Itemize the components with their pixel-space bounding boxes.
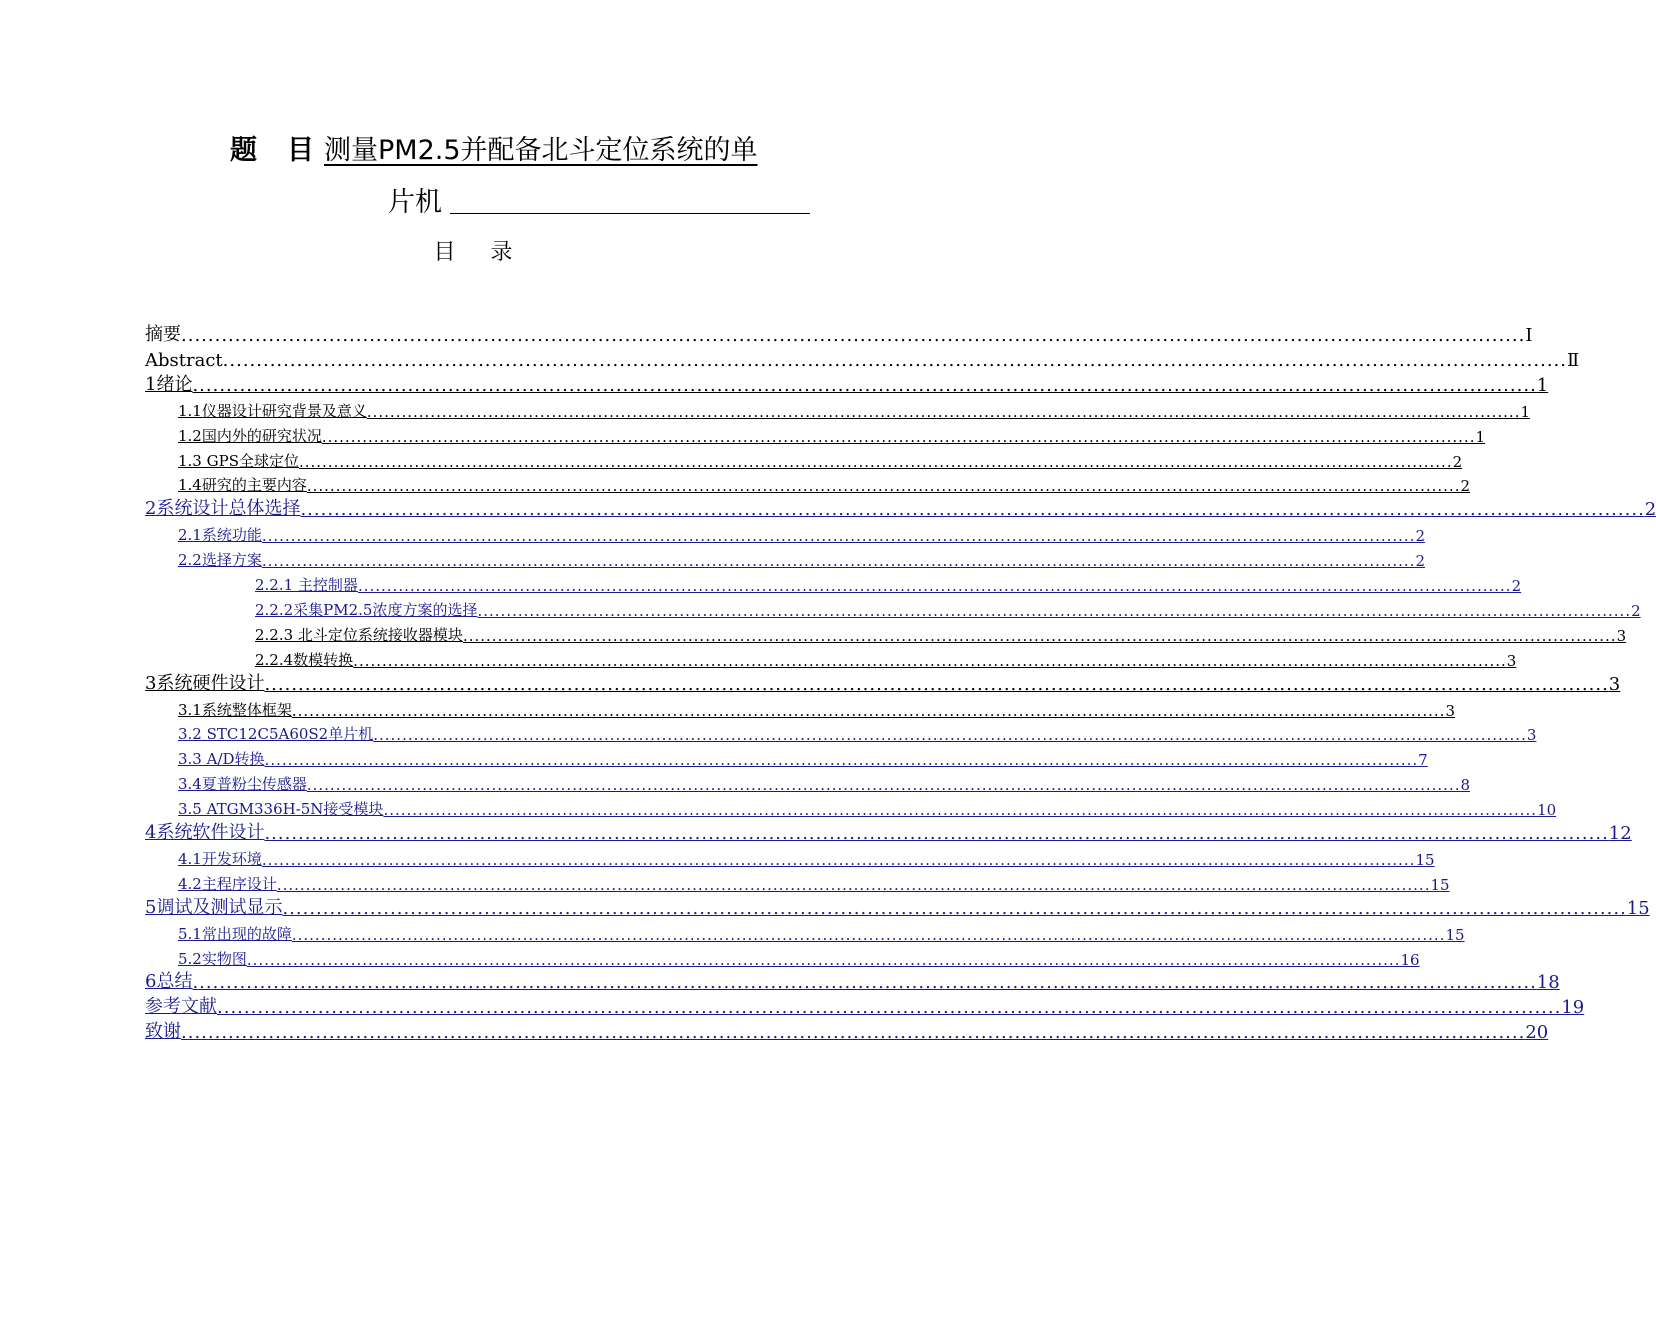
toc-entry-label: 6总结	[145, 971, 193, 993]
toc-entry-label: 2系统设计总体选择	[145, 498, 301, 520]
toc-entry-label: 2.2选择方案	[178, 551, 262, 570]
thesis-title-line-1	[230, 128, 810, 168]
toc-entry-label: 1.4研究的主要内容	[178, 476, 307, 495]
toc-entry-page-number: 8	[1460, 776, 1471, 795]
toc-entry[interactable]	[178, 870, 1450, 894]
toc-entry-label: Abstract	[145, 349, 223, 371]
toc-entry-label: 4系统软件设计	[145, 822, 265, 843]
toc-entry-label: 2.2.2采集PM2.5浓度方案的选择	[255, 600, 478, 619]
thesis-title-line-2	[388, 180, 810, 220]
toc-entry-label: 3.5 ATGM336H-5N接受模块	[178, 800, 384, 819]
toc-entry-label: 摘要	[145, 324, 181, 345]
toc-leader-dots: ........................................................................................................................................................................................................	[357, 577, 1512, 595]
toc-leader-dots: ........................................................................................................................................................................................................	[181, 325, 1526, 346]
toc-entry[interactable]	[145, 994, 1585, 1019]
toc-entry[interactable]	[145, 895, 1650, 919]
toc-leader-dots: ........................................................................................................................................................................................................	[264, 673, 1609, 695]
toc-entry-page-number: 18	[1536, 972, 1560, 994]
toc-leader-dots: ........................................................................................................................................................................................................	[192, 972, 1537, 994]
toc-heading: 目 录	[433, 240, 527, 265]
toc-entry-page-number: 2	[1415, 527, 1426, 546]
toc-entry[interactable]	[178, 945, 1420, 969]
toc-entry-label: 1.3 GPS全球定位	[178, 451, 299, 470]
toc-leader-dots: ........................................................................................................................................................................................................	[181, 1022, 1526, 1044]
toc-entry-page-number: 15	[1445, 925, 1465, 944]
thesis-title-text-1: 测量PM2.5并配备北斗定位系统的单	[324, 135, 758, 166]
toc-entry-label: 4.2主程序设计	[178, 874, 277, 893]
toc-entry-page-number: 3	[1445, 701, 1456, 720]
toc-entry[interactable]	[145, 322, 1533, 346]
thesis-title-text-2: 片机	[388, 187, 442, 218]
title-label-part-2: 目	[287, 135, 314, 166]
toc-leader-dots: ........................................................................................................................................................................................................	[373, 726, 1527, 745]
toc-entry-page-number: 2	[1415, 552, 1426, 571]
title-label-part-1: 题	[230, 135, 257, 166]
toc-entry[interactable]	[255, 621, 1627, 645]
toc-entry-page-number: 1	[1520, 402, 1531, 421]
toc-entry-page-number: 12	[1608, 823, 1632, 844]
toc-entry-label: 参考文献	[145, 996, 217, 1018]
toc-entry-page-number: 3	[1526, 726, 1537, 745]
toc-leader-dots: ........................................................................................................................................................................................................	[321, 427, 1476, 446]
toc-leader-dots: ........................................................................................................................................................................................................	[462, 626, 1617, 645]
toc-leader-dots: ........................................................................................................................................................................................................	[261, 850, 1416, 869]
toc-entry-page-number: 20	[1525, 1022, 1549, 1044]
toc-entry-page-number: 2	[1511, 577, 1522, 595]
toc-entry[interactable]	[178, 696, 1456, 720]
toc-leader-dots: ........................................................................................................................................................................................................	[222, 349, 1567, 371]
toc-entry[interactable]	[145, 820, 1632, 844]
toc-entry[interactable]	[255, 646, 1517, 670]
toc-entry[interactable]	[145, 372, 1549, 396]
toc-leader-dots: ........................................................................................................................................................................................................	[291, 925, 1446, 944]
toc-entry-page-number: 2	[1644, 499, 1656, 521]
toc-entry[interactable]	[255, 596, 1641, 620]
toc-entry-label: 2.1系统功能	[178, 526, 262, 545]
toc-entry-page-number: Ⅰ	[1525, 325, 1533, 346]
toc-leader-dots: ........................................................................................................................................................................................................	[353, 651, 1507, 670]
toc-leader-dots: ........................................................................................................................................................................................................	[282, 897, 1627, 919]
toc-entry-page-number: 15	[1430, 875, 1450, 894]
toc-entry-label: 1.2国内外的研究状况	[178, 426, 322, 445]
toc-entry-label: 5.1常出现的故障	[178, 924, 292, 943]
toc-entry[interactable]	[178, 770, 1471, 795]
toc-entry-page-number: 16	[1400, 950, 1420, 969]
toc-entry-label: 3.4夏普粉尘传感器	[178, 775, 307, 794]
toc-entry[interactable]	[178, 745, 1428, 770]
toc-leader-dots: ........................................................................................................................................................................................................	[306, 776, 1461, 795]
toc-entry-label: 3.2 STC12C5A60S2单片机	[178, 725, 374, 744]
toc-entry[interactable]	[145, 1019, 1549, 1044]
toc-leader-dots: ........................................................................................................................................................................................................	[306, 477, 1461, 496]
toc-entry[interactable]	[178, 521, 1426, 546]
toc-entry-page-number: 2	[1460, 477, 1471, 496]
toc-entry[interactable]	[145, 969, 1560, 994]
toc-entry-page-number: 15	[1626, 897, 1650, 919]
toc-leader-dots: ........................................................................................................................................................................................................	[300, 499, 1645, 521]
toc-entry[interactable]	[178, 795, 1557, 820]
toc-entry-label: 2.2.4数模转换	[255, 650, 354, 669]
toc-entry-label: 1绪论	[145, 373, 193, 395]
toc-entry-page-number: Ⅱ	[1567, 349, 1580, 371]
toc-entry[interactable]	[178, 845, 1435, 869]
toc-entry-label: 2.2.3 北斗定位系统接收器模块	[255, 625, 463, 644]
toc-entry[interactable]	[145, 671, 1621, 695]
toc-entry-page-number: 7	[1418, 751, 1428, 770]
toc-entry-page-number: 1	[1475, 427, 1486, 446]
toc-entry-page-number: 10	[1537, 801, 1557, 820]
toc-entry-page-number: 1	[1536, 374, 1549, 396]
toc-entry-page-number: 15	[1415, 850, 1435, 869]
toc-entry-page-number: 3	[1608, 673, 1621, 695]
toc-entry-page-number: 3	[1616, 626, 1627, 645]
toc-leader-dots: ........................................................................................................................................................................................................	[264, 823, 1609, 844]
toc-leader-dots: ........................................................................................................................................................................................................	[477, 601, 1632, 620]
toc-entry-page-number: 2	[1452, 452, 1463, 471]
toc-entry-label: 5调试及测试显示	[145, 896, 283, 918]
toc-entry-label: 3系统硬件设计	[145, 672, 265, 694]
toc-leader-dots: ........................................................................................................................................................................................................	[276, 875, 1431, 894]
toc-entry[interactable]	[178, 471, 1471, 496]
toc-entry[interactable]	[145, 496, 1656, 521]
toc-entry-page-number: 3	[1506, 651, 1517, 670]
toc-entry-label: 4.1开发环境	[178, 849, 262, 868]
toc-entry-label: 3.3 A/D转换	[178, 750, 265, 769]
toc-entry[interactable]	[178, 920, 1465, 944]
toc-leader-dots: ........................................................................................................................................................................................................	[246, 950, 1401, 969]
toc-leader-dots: ........................................................................................................................................................................................................	[261, 527, 1416, 546]
toc-leader-dots: ........................................................................................................................................................................................................	[192, 374, 1537, 396]
toc-leader-dots: ........................................................................................................................................................................................................	[261, 552, 1416, 571]
toc-entry-label: 5.2实物图	[178, 949, 247, 968]
toc-leader-dots: ........................................................................................................................................................................................................	[291, 701, 1446, 720]
toc-leader-dots: ........................................................................................................................................................................................................	[298, 452, 1453, 471]
toc-entry-label: 1.1仪器设计研究背景及意义	[178, 401, 367, 420]
toc-entry[interactable]	[178, 546, 1426, 571]
toc-entry-label: 3.1系统整体框架	[178, 700, 292, 719]
title-underline-rule	[450, 213, 810, 214]
toc-entry[interactable]	[178, 397, 1531, 421]
toc-leader-dots: ........................................................................................................................................................................................................	[383, 801, 1538, 820]
title-label	[230, 135, 314, 166]
toc-entry[interactable]	[255, 571, 1522, 595]
toc-leader-dots: ........................................................................................................................................................................................................	[217, 997, 1562, 1019]
toc-leader-dots: ........................................................................................................................................................................................................	[264, 751, 1419, 770]
toc-entry-page-number: 2	[1631, 601, 1641, 620]
toc-entry[interactable]	[178, 720, 1537, 745]
toc-entry[interactable]	[178, 422, 1486, 446]
toc-entry[interactable]	[178, 447, 1463, 471]
toc-entry-label: 致谢	[145, 1021, 181, 1043]
toc-entry-label: 2.2.1 主控制器	[255, 576, 358, 594]
toc-entry[interactable]	[145, 347, 1580, 371]
toc-leader-dots: ........................................................................................................................................................................................................	[366, 402, 1521, 421]
toc-entry-page-number: 19	[1561, 997, 1585, 1019]
